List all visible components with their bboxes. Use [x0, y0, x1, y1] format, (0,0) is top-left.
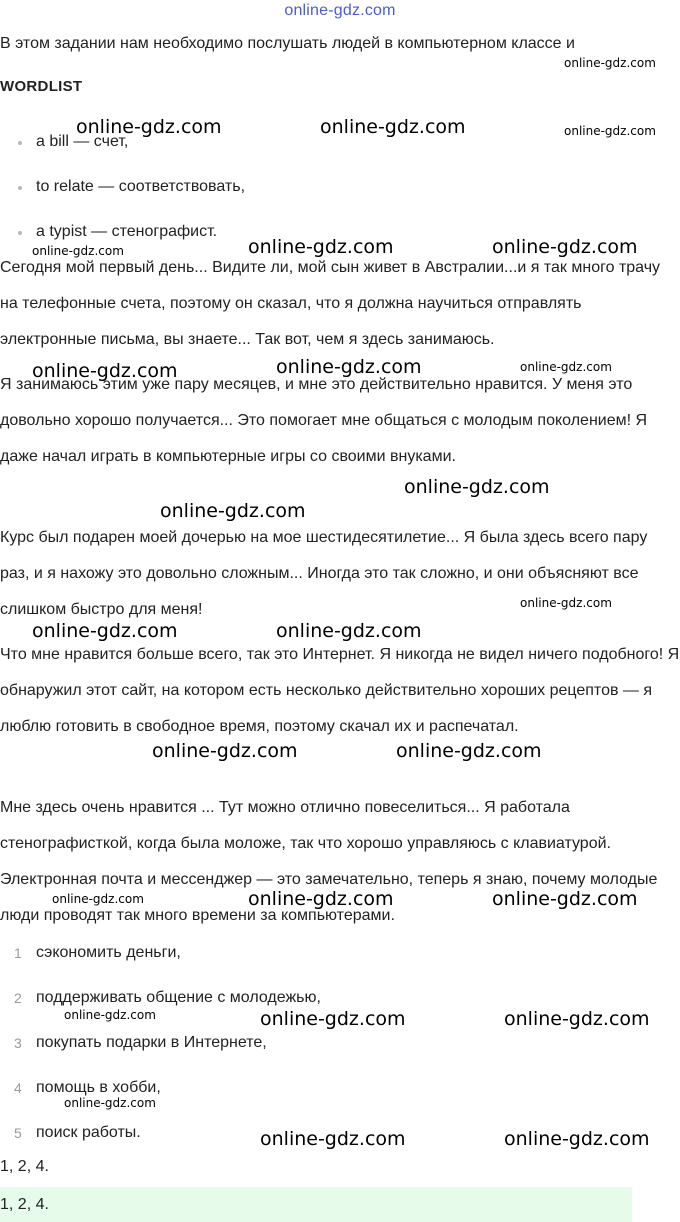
option-number: 1	[14, 945, 22, 961]
wordlist-heading: WORDLIST	[0, 78, 83, 95]
option-number: 4	[14, 1080, 22, 1096]
bullet-icon	[18, 141, 22, 145]
watermark: online-gdz.com	[396, 740, 542, 762]
watermark: online-gdz.com	[520, 596, 612, 610]
watermark: online-gdz.com	[260, 1008, 406, 1030]
paragraph: Мне здесь очень нравится ... Тут можно отлично повеселиться... Я работала стенографисткой, когда была моложе, так что хорошо управляюсь с клавиатурой. Электронная почта и мессенджер — это замечательно, теперь я знаю, почему молодые люди проводят так много времени за компьютерами.	[0, 799, 658, 924]
option-number: 2	[14, 990, 22, 1006]
watermark: online-gdz.com	[52, 892, 144, 906]
paragraph: Я занимаюсь этим уже пару месяцев, и мне это действительно нравится. У меня это довольно хорошо получается... Это помогает мне общаться с молодым поколением! Я даже начал играть в компьютерные игры со своими внуками.	[0, 376, 648, 465]
answer-highlight-box: 1, 2, 4.	[0, 1187, 632, 1222]
wordlist	[0, 122, 245, 257]
option-number: 5	[14, 1125, 22, 1141]
answer-text: 1, 2, 4.	[0, 1158, 49, 1175]
watermark: online-gdz.com	[564, 124, 656, 138]
wordlist-item: a typist — стенографист.	[0, 212, 245, 257]
watermark: online-gdz.com	[564, 56, 656, 70]
watermark: online-gdz.com	[404, 476, 550, 498]
paragraph: Курс был подарен моей дочерью на мое шестидесятилетие... Я была здесь всего пару раз, и я нахожу это довольно сложным... Иногда это так сложно, и они объясняют все слишком быстро для меня!	[0, 529, 648, 618]
watermark: online-gdz.com	[160, 500, 306, 522]
watermark: online-gdz.com	[492, 236, 638, 258]
watermark: online-gdz.com	[64, 1096, 156, 1110]
watermark: online-gdz.com	[276, 620, 422, 642]
header-watermark: online-gdz.com	[284, 2, 396, 19]
watermark: online-gdz.com	[504, 1008, 650, 1030]
options-list	[0, 934, 321, 1159]
watermark: online-gdz.com	[520, 360, 612, 374]
watermark: online-gdz.com	[276, 356, 422, 378]
option-number: 3	[14, 1035, 22, 1051]
option-item: 4 помощь в хобби,	[0, 1069, 321, 1114]
watermark: online-gdz.com	[320, 116, 466, 138]
watermark: online-gdz.com	[76, 116, 222, 138]
watermark: online-gdz.com	[248, 888, 394, 910]
watermark: online-gdz.com	[248, 236, 394, 258]
watermark: online-gdz.com	[32, 360, 178, 382]
paragraph: Сегодня мой первый день... Видите ли, мой сын живет в Австралии...и я так много трачу на телефонные счета, поэтому он сказал, что я должна научиться отправлять электронные письма, вы знаете... Так вот, чем я здесь занимаюсь.	[0, 259, 661, 348]
paragraph: Что мне нравится больше всего, так это Интернет. Я никогда не видел ничего подобного! Я обнаружил этот сайт, на котором есть несколько действительно хороших рецептов — я люблю готовить в свободное время, поэтому скачал их и распечатал.	[0, 646, 680, 735]
option-item: 3 покупать подарки в Интернете,	[0, 1024, 321, 1069]
watermark: online-gdz.com	[260, 1128, 406, 1150]
watermark: online-gdz.com	[64, 1008, 156, 1022]
option-item: 5 поиск работы.	[0, 1114, 321, 1159]
watermark: online-gdz.com	[152, 740, 298, 762]
bullet-icon	[18, 231, 22, 235]
wordlist-item: to relate — соответствовать,	[0, 167, 245, 212]
watermark: online-gdz.com	[32, 244, 124, 258]
watermark: online-gdz.com	[492, 888, 638, 910]
watermark: online-gdz.com	[32, 620, 178, 642]
wordlist-item: a bill — счет,	[0, 122, 245, 167]
option-item: 1 сэкономить деньги,	[0, 934, 321, 979]
bullet-icon	[18, 186, 22, 190]
watermark: online-gdz.com	[504, 1128, 650, 1150]
intro-text: В этом задании нам необходимо послушать людей в компьютерном классе и	[0, 35, 575, 52]
option-item: 2 поддерживать общение с молодежью,	[0, 979, 321, 1024]
